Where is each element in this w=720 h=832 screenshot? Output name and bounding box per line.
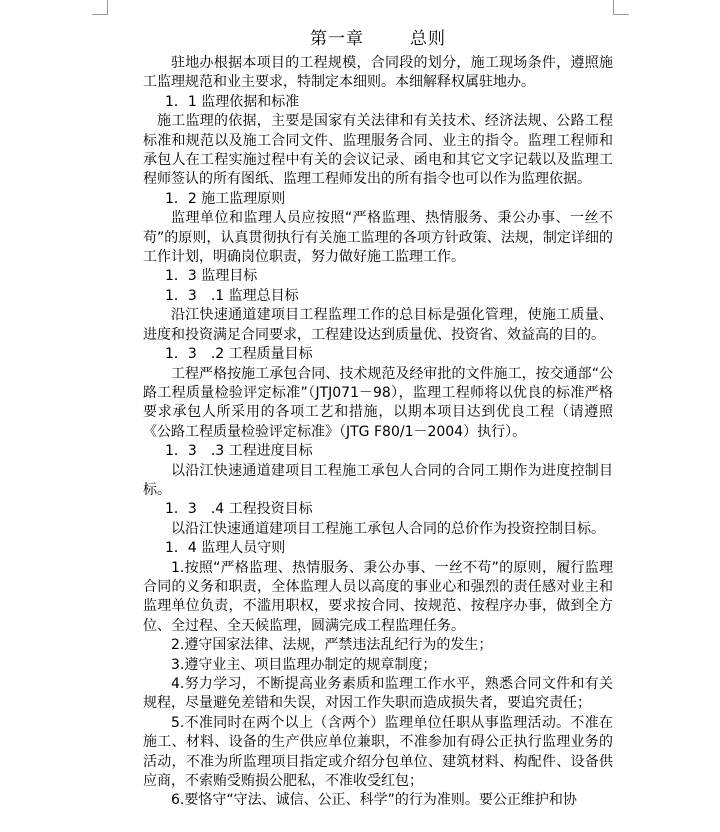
section-heading: 1．1 监理依据和标准 — [165, 93, 300, 110]
section-heading: 1．3 .3 工程进度目标 — [165, 443, 313, 460]
document-page — [143, 26, 613, 811]
paragraph: 5.不准同时在两个以上（含两个）监理单位任职从事监理活动。不准在施工、材料、设备的生产供应单位兼职，不准参加有碍公正执行监理业务的活动，不准为所监理项目指定或介绍分包单位、建筑材料、构配件、设备供应商，不索贿受贿损公肥私，不准收受红包； — [143, 714, 613, 790]
paragraph: 以沿江快速通道建项目工程施工承包人合同的总价作为投资控制目标。 — [171, 520, 605, 537]
paragraph: 1.按照“严格监理、热情服务、秉公办事、一丝不苟”的原则，履行监理合同的义务和职责，全体监理人员以高度的事业心和强烈的责任感对业主和监理单位负责，不滥用职权，要求按合同、按规范、按程序办事，做到全方位、全过程、全天候监理，圆满完成工程监理任务。 — [143, 559, 613, 634]
paragraph: 以沿江快速通道建项目工程施工承包人合同的合同工期作为进度控制目标。 — [143, 462, 613, 498]
section-heading: 1．4 监理人员守则 — [165, 540, 286, 557]
section-heading: 1．3 .4 工程投资目标 — [165, 501, 313, 518]
paragraph: 监理单位和监理人员应按照“严格监理、热情服务、秉公办事、一丝不苟”的原则，认真贯彻执行有关施工监理的各项方针政策、法规，制定详细的工作计划，明确岗位职责，努力做好施工监理工作。 — [143, 210, 613, 266]
section-heading: 1．3 .2 工程质量目标 — [165, 346, 313, 363]
page-corner-mark-left — [92, 0, 108, 15]
paragraph: 4.努力学习，不断提高业务素质和监理工作水平，熟悉合同文件和有关规程，尽量避免差错和失误，对因工作失职而造成损失者，要追究责任； — [143, 676, 613, 712]
paragraph: 沿江快速通道建项目工程监理工作的总目标是强化管理，使施工质量、进度和投资满足合同要求，工程建设达到质量优、投资省、效益高的目的。 — [143, 307, 613, 343]
document-body — [143, 54, 613, 811]
section-heading: 1．2 施工监理原则 — [165, 190, 286, 207]
chapter-number: 第一章 — [310, 29, 364, 49]
chapter-title: 总则 — [410, 29, 446, 49]
page-corner-mark-right — [613, 0, 629, 15]
paragraph: 3.遵守业主、项目监理办制定的规章制度； — [171, 656, 437, 673]
paragraph: 2.遵守国家法律、法规，严禁违法乱纪行为的发生； — [171, 637, 493, 654]
paragraph: 工程严格按施工承包合同、技术规范及经审批的文件施工，按交通部“公路工程质量检验评定标准”（JTJ071－98），监理工程师将以优良的标准严格要求承包人所采用的各项工艺和措施，以期本项目达到优良工程（请遵照《公路工程质量检验评定标准》（JTG F80/1－2004）执行）。 — [143, 365, 613, 440]
section-heading: 1．3 监理目标 — [165, 268, 258, 285]
section-heading: 1．3 .1 监理总目标 — [165, 287, 299, 304]
paragraph: 6.要恪守“守法、诚信、公正、科学”的行为准则。要公正维护和协 — [171, 792, 577, 809]
paragraph: 施工监理的依据，主要是国家有关法律和有关技术、经济法规、公路工程标准和规范以及施工合同文件、监理服务合同、业主的指令。监理工程师和承包人在工程实施过程中有关的会议记录、函电和其它文字记载以及监理工程师签认的所有图纸、监理工程师发出的所有指令也可以作为监理依据。 — [143, 113, 613, 188]
paragraph: 驻地办根据本项目的工程规模，合同段的划分，施工现场条件，遵照施工监理规范和业主要求，特制定本细则。本细解释权属驻地办。 — [143, 55, 613, 91]
chapter-heading — [143, 26, 613, 52]
